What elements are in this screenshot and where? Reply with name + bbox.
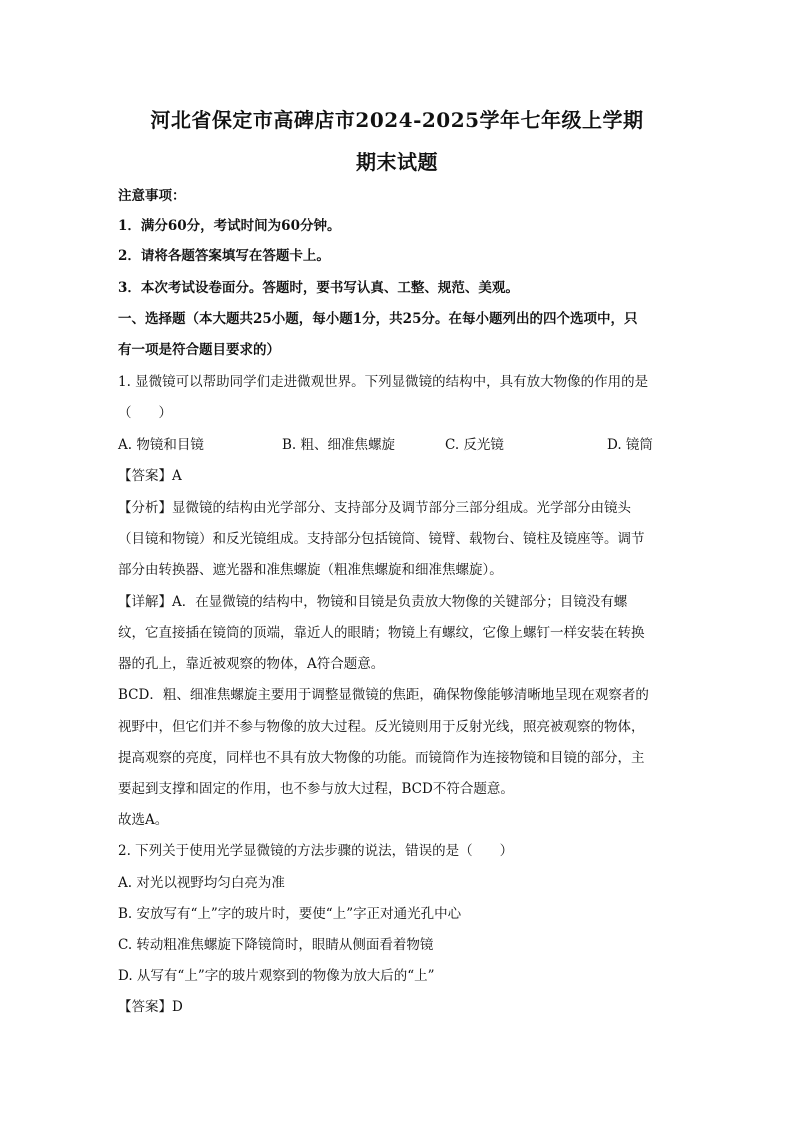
notes-heading: 注意事项： bbox=[118, 188, 186, 204]
section-heading: 一、选择题（本大题共25小题，每小题1分，共25分。在每小题列出的四个选项中，只 bbox=[118, 311, 638, 327]
question-1-analysis: 部分由转换器、遮光器和准焦螺旋（粗准焦螺旋和细准焦螺旋）。 bbox=[118, 562, 503, 578]
question-1-detail: 【详解】A．在显微镜的结构中，物镜和目镜是负责放大物像的关键部分；目镜没有螺 bbox=[118, 594, 628, 610]
question-1-option-a: A. 物镜和目镜 bbox=[118, 437, 204, 453]
page-title: 河北省保定市高碑店市2024-2025学年七年级上学期 bbox=[150, 108, 644, 132]
question-2-stem: 2. 下列关于使用光学显微镜的方法步骤的说法，错误的是（ ） bbox=[118, 843, 514, 859]
question-2-option-a: A. 对光以视野均匀白亮为准 bbox=[118, 875, 285, 891]
question-1-analysis: （目镜和物镜）和反光镜组成。支持部分包括镜筒、镜臂、载物台、镜柱及镜座等。调节 bbox=[118, 531, 645, 547]
question-2-option-c: C. 转动粗准焦螺旋下降镜筒时，眼睛从侧面看着物镜 bbox=[118, 937, 434, 953]
page-subtitle: 期末试题 bbox=[356, 150, 438, 174]
question-1-detail: BCD．粗、细准焦螺旋主要用于调整显微镜的焦距，确保物像能够清晰地呈现在观察者的 bbox=[118, 687, 649, 703]
section-heading-cont: 有一项是符合题目要求的） bbox=[118, 342, 280, 358]
question-1-detail: 纹，它直接插在镜筒的顶端，靠近人的眼睛；物镜上有螺纹，它像上螺钉一样安装在转换 bbox=[118, 625, 645, 641]
question-1-detail: 视野中，但它们并不参与物像的放大过程。反光镜则用于反射光线，照亮被观察的物体， bbox=[118, 719, 645, 735]
question-1-option-d: D. 镜筒 bbox=[607, 437, 653, 453]
question-1-detail: 要起到支撑和固定的作用，也不参与放大过程，BCD不符合题意。 bbox=[118, 781, 514, 797]
note-item: 1．满分60分，考试时间为60分钟。 bbox=[118, 218, 341, 234]
question-2-option-d: D. 从写有“上”字的玻片观察到的物像为放大后的“上” bbox=[118, 968, 435, 984]
question-1-option-c: C. 反光镜 bbox=[445, 437, 504, 453]
question-1-detail: 提高观察的亮度，同样也不具有放大物像的功能。而镜筒作为连接物镜和目镜的部分，主 bbox=[118, 750, 645, 766]
question-1-stem-cont: （ ） bbox=[118, 405, 172, 421]
note-item: 2．请将各题答案填写在答题卡上。 bbox=[118, 248, 330, 264]
question-1-conclusion: 故选A。 bbox=[118, 812, 169, 828]
question-1-option-b: B. 粗、细准焦螺旋 bbox=[282, 437, 396, 453]
question-2-answer: 【答案】D bbox=[118, 999, 183, 1015]
question-1-detail: 器的孔上，靠近被观察的物体，A符合题意。 bbox=[118, 656, 385, 672]
note-item: 3．本次考试设卷面分。答题时，要书写认真、工整、规范、美观。 bbox=[118, 280, 519, 296]
question-1-stem: 1. 显微镜可以帮助同学们走进微观世界。下列显微镜的结构中，具有放大物像的作用的是 bbox=[118, 374, 649, 390]
question-1-analysis: 【分析】显微镜的结构由光学部分、支持部分及调节部分三部分组成。光学部分由镜头 bbox=[118, 500, 631, 516]
question-2-option-b: B. 安放写有“上”字的玻片时，要使“上”字正对通光孔中心 bbox=[118, 906, 462, 922]
question-1-answer: 【答案】A bbox=[118, 468, 182, 484]
